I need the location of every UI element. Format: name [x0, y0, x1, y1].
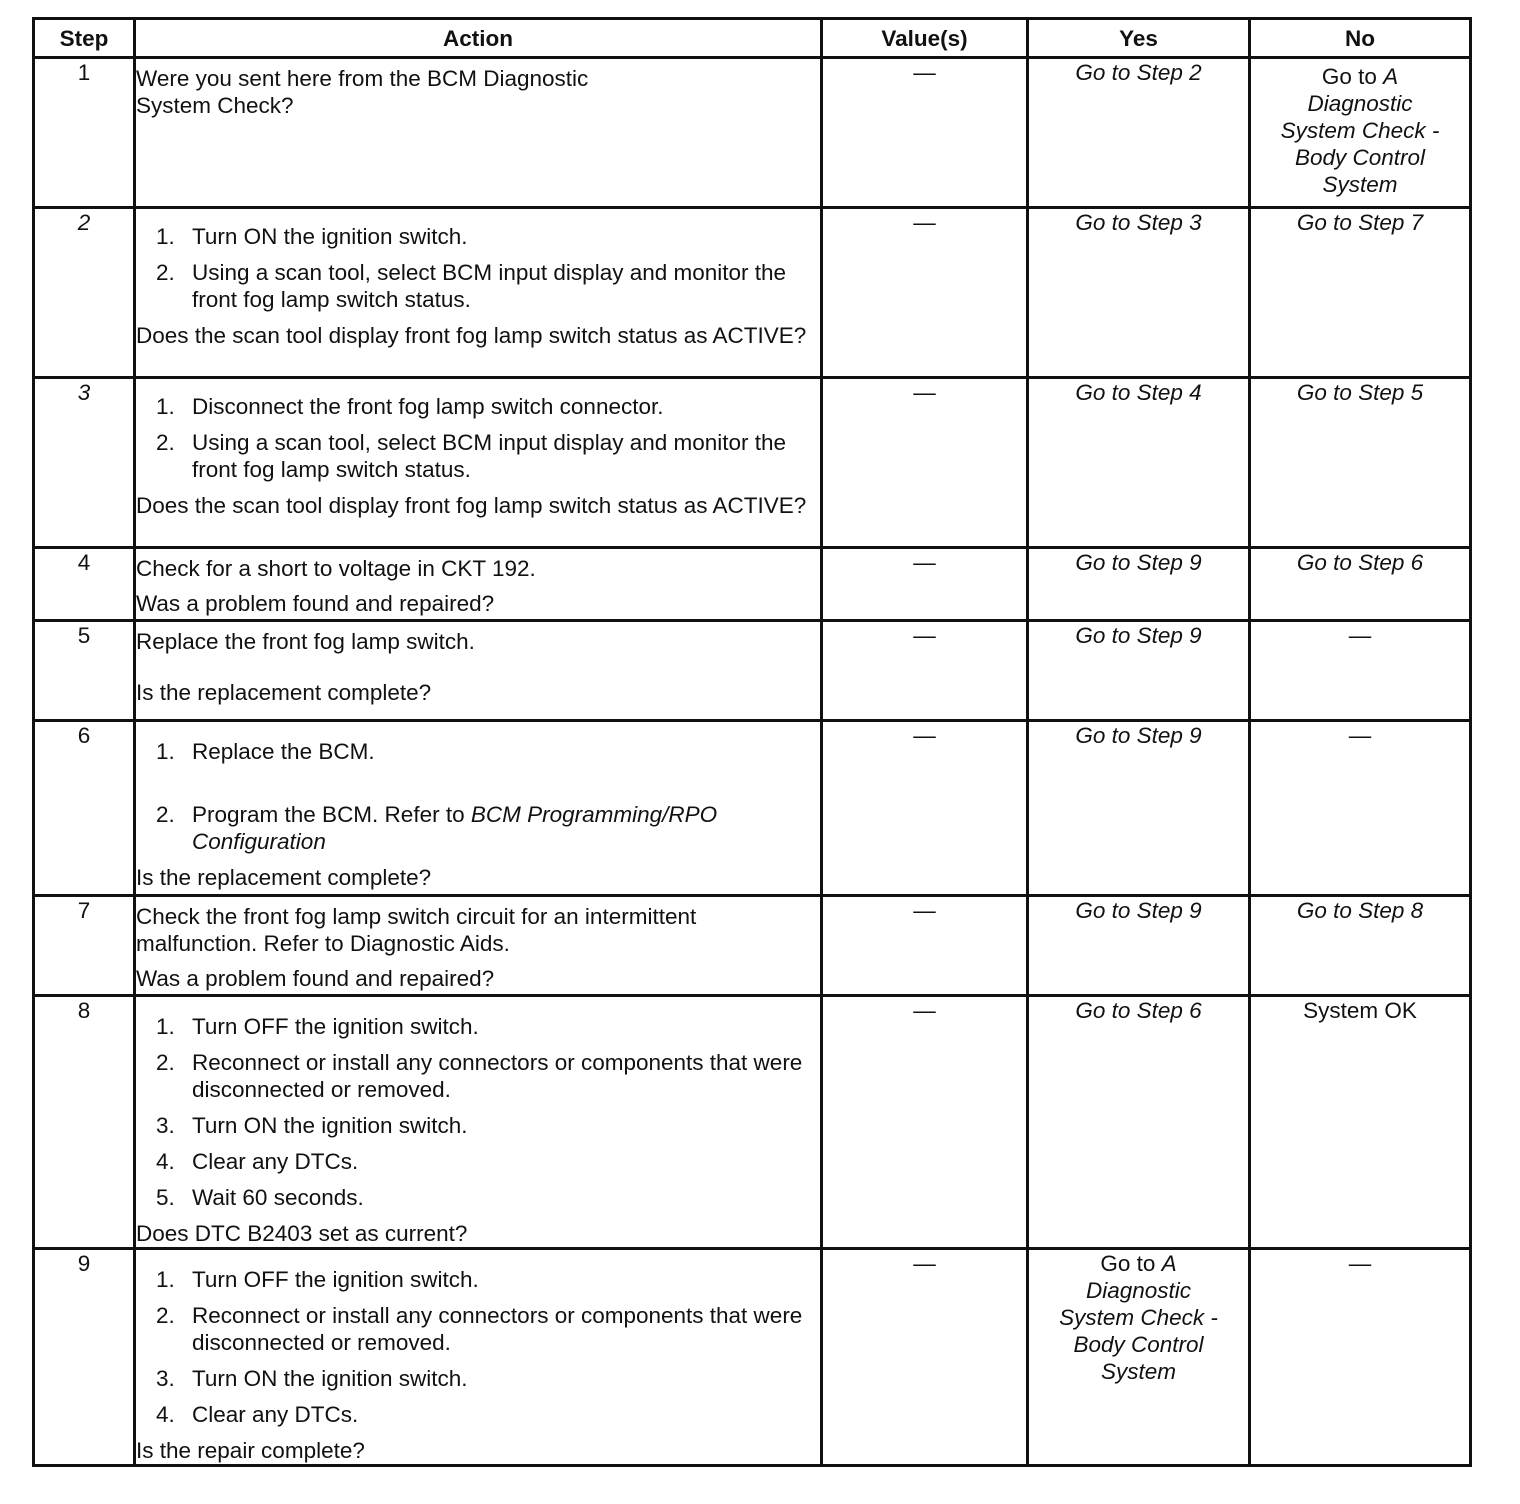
step-number: 9 [34, 1249, 135, 1466]
value-cell: — [822, 378, 1028, 548]
table-row [34, 208, 1471, 378]
action-cell [135, 208, 822, 378]
action-question: Was a problem found and repaired? [136, 591, 495, 616]
header-row [34, 19, 1471, 58]
no-text: Go to A [1321, 64, 1399, 89]
reference-link[interactable]: BCM Programming/RPO Configuration [192, 802, 718, 854]
table-row [34, 58, 1471, 208]
action-question: Was a problem found and repaired? [136, 966, 495, 991]
no-cell: Go to Step 8 [1250, 896, 1471, 996]
yes-cell: Go to Step 3 [1028, 208, 1250, 378]
action-question: Does DTC B2403 set as current? [136, 1221, 468, 1246]
yes-cell: Go to Step 9 [1028, 896, 1250, 996]
value-cell: — [822, 896, 1028, 996]
yes-text: Go to A [1100, 1251, 1177, 1276]
yes-cell [1028, 1249, 1250, 1466]
no-text: Body Control [1294, 145, 1426, 170]
list-item: 2. Using a scan tool, select BCM input display and monitor the front fog lamp switch status. [156, 260, 787, 312]
step-number: 8 [34, 996, 135, 1249]
action-question: Is the repair complete? [136, 1438, 365, 1463]
yes-cell: Go to Step 9 [1028, 621, 1250, 721]
yes-text: System Check - [1059, 1305, 1218, 1330]
table-row [34, 621, 1471, 721]
action-question: Is the replacement complete? [136, 680, 432, 705]
yes-text: Body Control [1073, 1332, 1204, 1357]
action-text: System Check? [136, 93, 294, 118]
table-row [34, 996, 1471, 1249]
list-item: 1. Turn ON the ignition switch. [156, 224, 468, 249]
value-cell: — [822, 721, 1028, 896]
action-cell [135, 58, 822, 208]
header-step: Step [34, 19, 135, 58]
action-text: Replace the front fog lamp switch. [136, 629, 475, 654]
yes-cell: Go to Step 6 [1028, 996, 1250, 1249]
yes-cell: Go to Step 9 [1028, 548, 1250, 621]
step-number: 5 [34, 621, 135, 721]
list-item: 4. Clear any DTCs. [156, 1402, 359, 1427]
table-row [34, 721, 1471, 896]
no-cell: Go to Step 5 [1250, 378, 1471, 548]
list-item: 2. Reconnect or install any connectors or components that were disconnected or removed. [156, 1050, 803, 1102]
no-cell: — [1250, 621, 1471, 721]
yes-text: Diagnostic [1085, 1278, 1192, 1303]
action-cell [135, 996, 822, 1249]
no-text: System Check - [1280, 118, 1440, 143]
value-cell: — [822, 996, 1028, 1249]
no-text: System [1322, 172, 1398, 197]
yes-cell: Go to Step 2 [1028, 58, 1250, 208]
action-cell [135, 896, 822, 996]
list-item: 5. Wait 60 seconds. [156, 1185, 364, 1210]
table-row [34, 378, 1471, 548]
step-number: 2 [34, 208, 135, 378]
no-cell: Go to Step 7 [1250, 208, 1471, 378]
list-item: 2. Reconnect or install any connectors or components that were disconnected or removed. [156, 1303, 803, 1355]
value-cell: — [822, 621, 1028, 721]
yes-text: System [1100, 1359, 1176, 1384]
header-no: No [1250, 19, 1471, 58]
list-item: 3. Turn ON the ignition switch. [156, 1113, 468, 1138]
list-item: 3. Turn ON the ignition switch. [156, 1366, 468, 1391]
no-cell: — [1250, 721, 1471, 896]
list-item: 1. Turn OFF the ignition switch. [156, 1014, 479, 1039]
action-text: Check for a short to voltage in CKT 192. [136, 556, 536, 581]
action-cell [135, 621, 822, 721]
yes-cell: Go to Step 9 [1028, 721, 1250, 896]
list-item: 1. Turn OFF the ignition switch. [156, 1267, 479, 1292]
yes-cell: Go to Step 4 [1028, 378, 1250, 548]
no-cell: — [1250, 1249, 1471, 1466]
diagnostic-table [32, 17, 1472, 1467]
no-text: Diagnostic [1307, 91, 1413, 116]
step-number: 3 [34, 378, 135, 548]
action-question: Is the replacement complete? [136, 865, 432, 890]
action-cell [135, 378, 822, 548]
list-item: 1. Replace the BCM. [156, 739, 375, 764]
value-cell: — [822, 58, 1028, 208]
table-row [34, 548, 1471, 621]
action-cell [135, 1249, 822, 1466]
list-item: 1. Disconnect the front fog lamp switch connector. [156, 394, 664, 419]
list-item: 2. Program the BCM. Refer to BCM Programming/RPO Configuration [156, 802, 718, 854]
no-cell: Go to Step 6 [1250, 548, 1471, 621]
action-cell [135, 548, 822, 621]
step-number: 6 [34, 721, 135, 896]
action-cell [135, 721, 822, 896]
value-cell: — [822, 1249, 1028, 1466]
table-row [34, 1249, 1471, 1466]
step-number: 7 [34, 896, 135, 996]
step-number: 4 [34, 548, 135, 621]
header-values: Value(s) [822, 19, 1028, 58]
list-item: 4. Clear any DTCs. [156, 1149, 359, 1174]
header-yes: Yes [1028, 19, 1250, 58]
action-text: Check the front fog lamp switch circuit for an intermittent malfunction. Refer to Diagnostic Aids. [136, 904, 697, 956]
value-cell: — [822, 548, 1028, 621]
list-item: 2. Using a scan tool, select BCM input display and monitor the front fog lamp switch status. [156, 430, 787, 482]
header-action: Action [135, 19, 822, 58]
no-cell [1250, 58, 1471, 208]
action-question: Does the scan tool display front fog lamp switch status as ACTIVE? [136, 323, 807, 348]
no-cell: System OK [1250, 996, 1471, 1249]
value-cell: — [822, 208, 1028, 378]
action-question: Does the scan tool display front fog lamp switch status as ACTIVE? [136, 493, 807, 518]
table-row [34, 896, 1471, 996]
step-number: 1 [34, 58, 135, 208]
action-text: Were you sent here from the BCM Diagnostic [136, 66, 589, 91]
